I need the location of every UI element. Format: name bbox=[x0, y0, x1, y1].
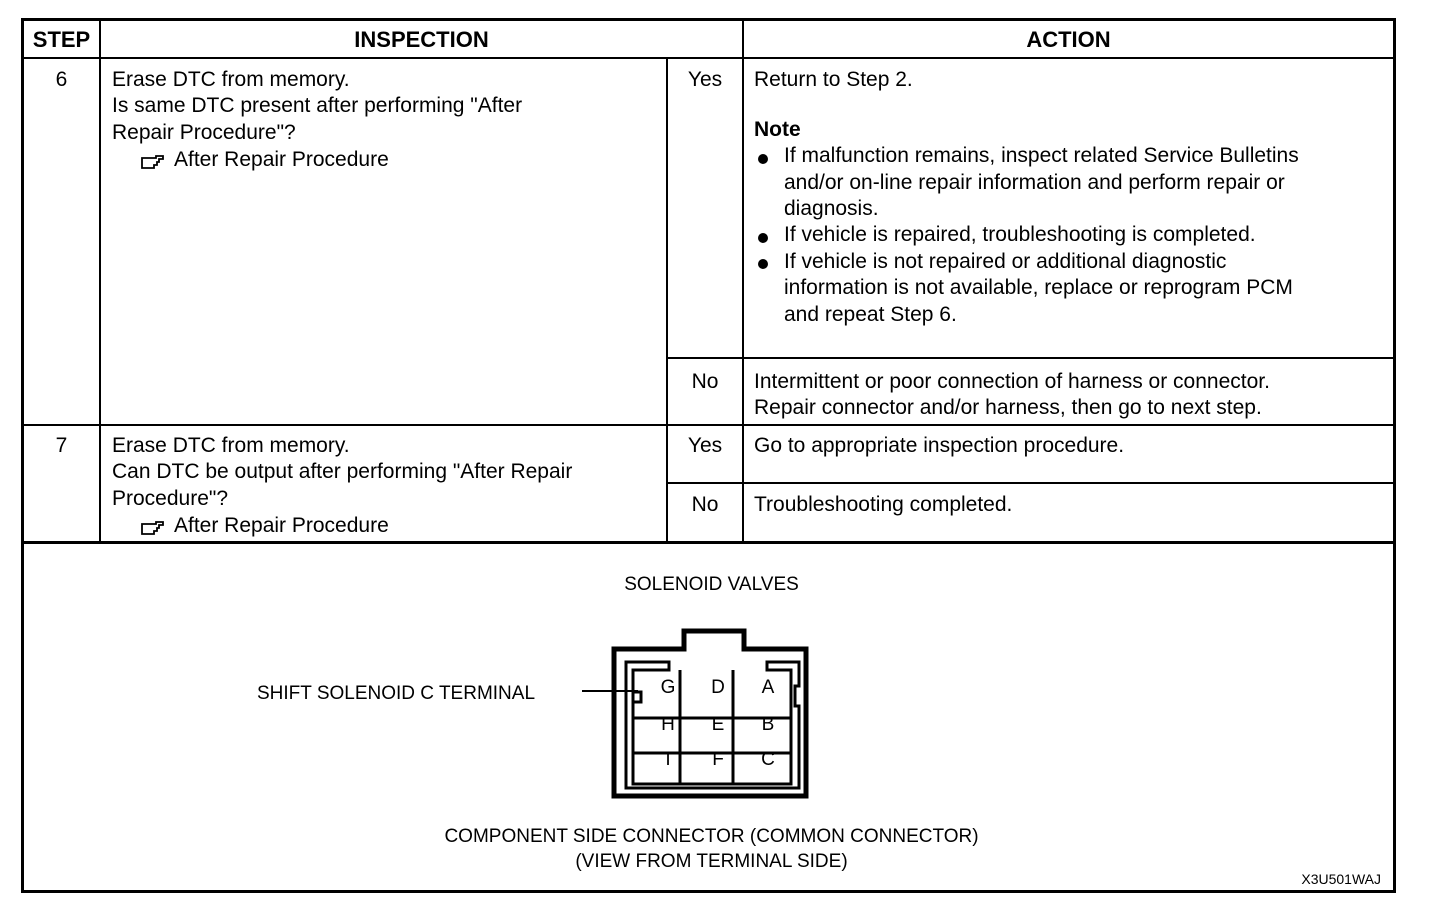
inspection-line: Erase DTC from memory. bbox=[112, 434, 350, 457]
pin-label: B bbox=[761, 714, 775, 735]
note-title: Note bbox=[754, 118, 801, 141]
pointing-hand-icon bbox=[140, 518, 166, 538]
figure-code: X3U501WAJ bbox=[1301, 871, 1381, 887]
pin-label: H bbox=[661, 714, 675, 735]
bullet-icon bbox=[758, 259, 768, 269]
note-line: If malfunction remains, inspect related Service Bulletins bbox=[784, 144, 1299, 167]
header-step: STEP bbox=[32, 27, 91, 52]
step-number: 6 bbox=[55, 68, 68, 91]
pin-label: C bbox=[761, 749, 775, 770]
note-line: and repeat Step 6. bbox=[784, 303, 957, 326]
step-col-divider bbox=[99, 21, 101, 542]
row7-yes-no-divider bbox=[666, 482, 1393, 484]
note-line: If vehicle is not repaired or additional diagnostic bbox=[784, 250, 1227, 273]
reference-link: After Repair Procedure bbox=[174, 148, 389, 171]
diagram-title: SOLENOID VALVES bbox=[624, 574, 799, 595]
caption-line1: COMPONENT SIDE CONNECTOR (COMMON CONNECTOR) bbox=[444, 826, 979, 847]
yes-label: Yes bbox=[687, 68, 723, 91]
header-action: ACTION bbox=[1026, 27, 1111, 52]
no-action: Troubleshooting completed. bbox=[754, 493, 1013, 516]
inspection-line: Erase DTC from memory. bbox=[112, 68, 350, 91]
row6-yes-no-divider bbox=[666, 357, 1393, 359]
pin-label: E bbox=[711, 714, 725, 735]
header-inspection: INSPECTION bbox=[354, 27, 489, 52]
note-line: If vehicle is repaired, troubleshooting is completed. bbox=[784, 223, 1256, 246]
row-divider bbox=[24, 424, 1393, 426]
action-col-divider bbox=[742, 21, 744, 542]
yesno-col-divider bbox=[666, 58, 668, 542]
yes-action: Go to appropriate inspection procedure. bbox=[754, 434, 1125, 457]
inspection-line: Procedure"? bbox=[112, 487, 229, 510]
caption-line2: (VIEW FROM TERMINAL SIDE) bbox=[575, 851, 848, 872]
service-manual-page bbox=[21, 18, 1396, 893]
pin-label: G bbox=[660, 677, 676, 698]
bullet-icon bbox=[758, 154, 768, 164]
pin-label: D bbox=[711, 677, 725, 698]
pin-label: A bbox=[761, 677, 775, 698]
no-label: No bbox=[691, 493, 719, 516]
callout-label: SHIFT SOLENOID C TERMINAL bbox=[257, 683, 536, 704]
no-action: Repair connector and/or harness, then go to next step. bbox=[754, 396, 1262, 419]
step-number: 7 bbox=[55, 434, 68, 457]
no-label: No bbox=[691, 370, 719, 393]
pin-label: I bbox=[665, 749, 671, 770]
inspection-line: Is same DTC present after performing "After bbox=[112, 94, 523, 117]
pin-label: F bbox=[712, 749, 724, 770]
note-line: and/or on-line repair information and perform repair or bbox=[784, 171, 1285, 194]
note-line: information is not available, replace or reprogram PCM bbox=[784, 276, 1293, 299]
no-action: Intermittent or poor connection of harness or connector. bbox=[754, 370, 1270, 393]
table-bottom bbox=[24, 541, 1393, 544]
note-line: diagnosis. bbox=[784, 197, 879, 220]
bullet-icon bbox=[758, 233, 768, 243]
reference-link: After Repair Procedure bbox=[174, 514, 389, 537]
inspection-line: Repair Procedure"? bbox=[112, 121, 296, 144]
inspection-line: Can DTC be output after performing "After Repair bbox=[112, 460, 573, 483]
yes-label: Yes bbox=[687, 434, 723, 457]
yes-action: Return to Step 2. bbox=[754, 68, 913, 91]
pointing-hand-icon bbox=[140, 152, 166, 172]
